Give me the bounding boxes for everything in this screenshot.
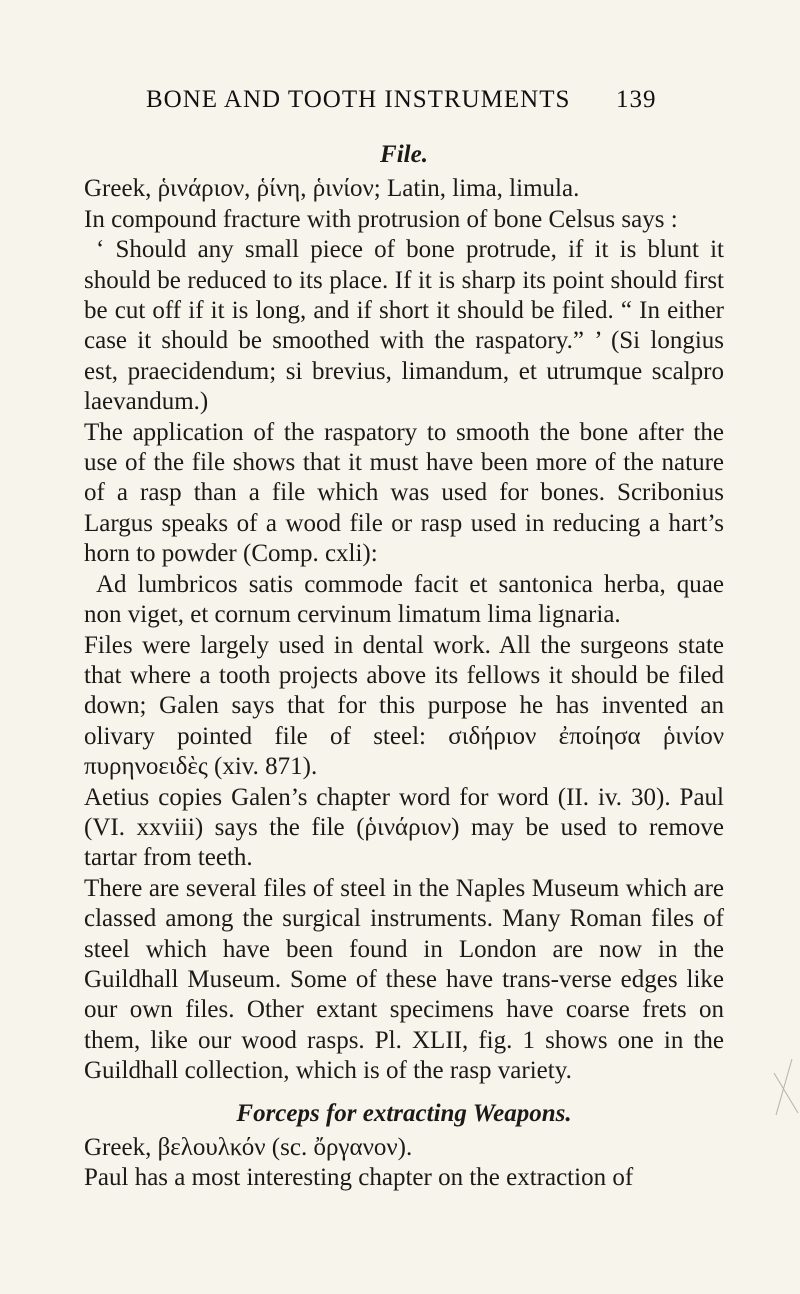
page-body <box>84 140 724 1194</box>
paragraph-dental-files: Files were largely used in dental work. All the surgeons state that where a tooth projects above its fellows it should be filed down; Galen says that for this purpose he has invented an olivary pointed file of steel: σιδήριον ἐποίησα ῥινίον πυρηνοειδὲς (xiv. 871). <box>84 631 724 781</box>
section-heading-forceps: Forceps for extracting Weapons. <box>236 1099 572 1127</box>
paragraph-aetius-paul: Aetius copies Galen’s chapter word for word (II. iv. 30). Paul (VI. xxviii) says the file (ῥινάριον) may be used to remove tartar from teeth. <box>84 783 724 872</box>
paragraph-celsus-intro: In compound fracture with protrusion of bone Celsus says : <box>84 205 678 233</box>
paragraph-raspatory: The application of the raspatory to smooth the bone after the use of the file shows that it must have been more of the nature of a rasp than a file which was used for bones. Scribonius Largus speaks of a wood file or rasp used in reducing a hart’s horn to powder (Comp. cxli): <box>84 418 724 568</box>
paragraph-scribonius-quote: Ad lumbricos satis commode facit et santonica herba, quae non viget, et cornum cervinum limatum lima lignaria. <box>84 570 724 629</box>
running-title: BONE AND TOOTH INSTRUMENTS <box>146 86 571 113</box>
running-header <box>0 86 800 122</box>
margin-pencil-mark <box>770 1055 800 1125</box>
section-heading-file: File. <box>380 141 428 168</box>
paragraph-greek-latin-terms: Greek, ῥινάριον, ῥίνη, ῥινίον; Latin, lima, limula. <box>84 175 580 203</box>
page-number: 139 <box>616 86 657 113</box>
paragraph-museum-files: There are several files of steel in the Naples Museum which are classed among the surgical instruments. Many Roman files of steel which have been found in London are now in the Guildhall Museum. Some of these have trans-verse edges like our own files. Other extant specimens have coarse frets on them, like our wood rasps. Pl. XLII, fig. 1 shows one in the Guildhall collection, which is of the rasp variety. <box>84 874 724 1085</box>
paragraph-celsus-quote: ‘ Should any small piece of bone protrude, if it is blunt it should be reduced to its place. If it is sharp its point should first be cut off if it is long, and if short it should be filed. “ In either case it should be smoothed with the raspatory.” ’ (Si longius est, praecidendum; si brevius, limandum, et utrumque scalpro laevandum.) <box>84 236 724 416</box>
paragraph-paul-extraction: Paul has a most interesting chapter on the extraction of <box>84 1164 634 1192</box>
paragraph-forceps-greek: Greek, βελουλκόν (sc. ὄργανον). <box>84 1134 413 1161</box>
